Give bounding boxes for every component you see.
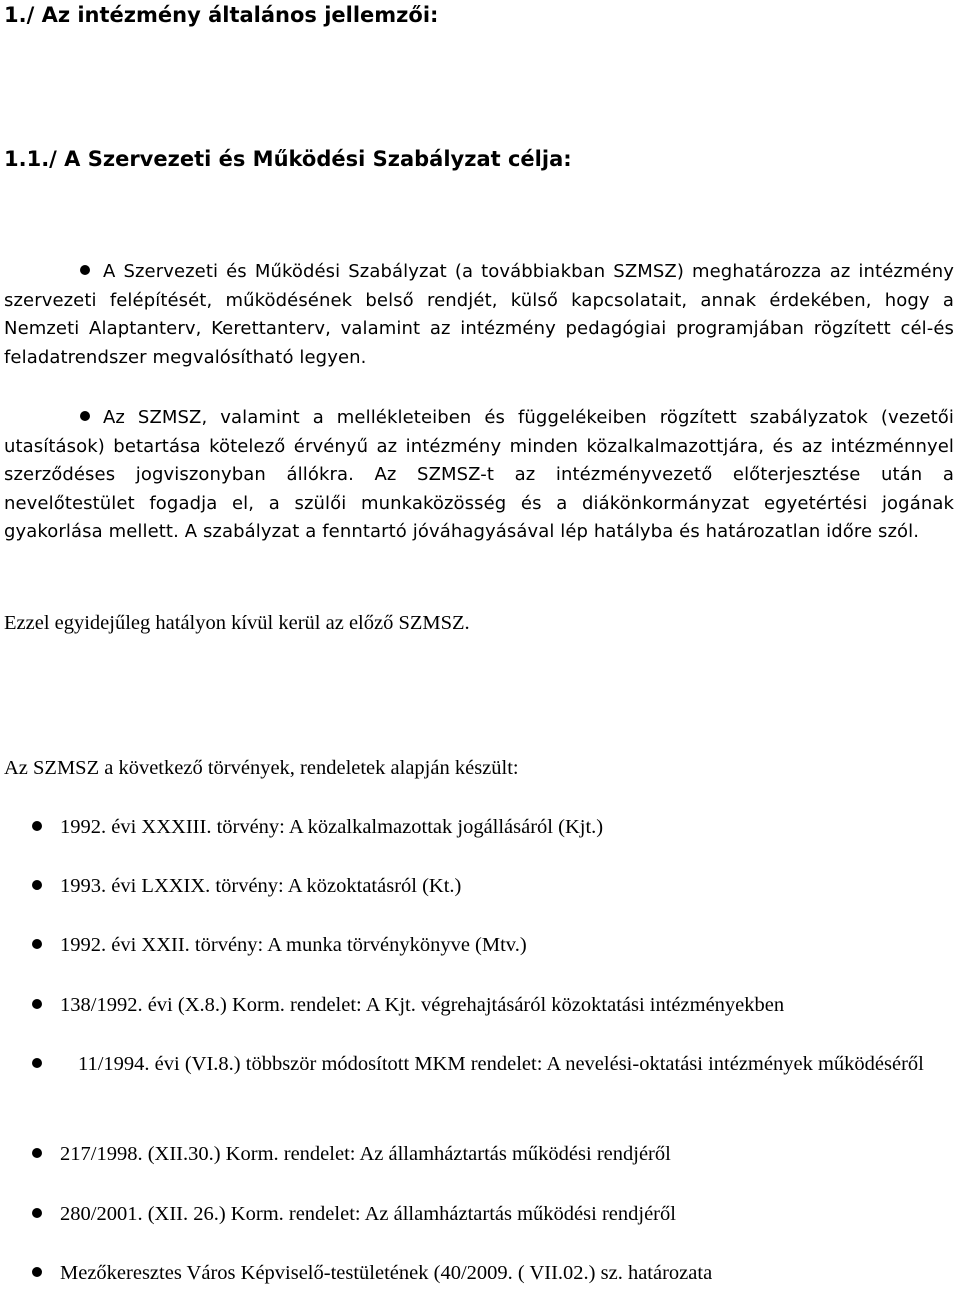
list-item: 1992. évi XXXIII. törvény: A közalkalmazottak jogállásáról (Kjt.)	[32, 813, 952, 841]
list-item: 138/1992. évi (X.8.) Korm. rendelet: A Kjt. végrehajtásáról közoktatási intézményekben	[32, 991, 952, 1019]
purpose-paragraph	[4, 258, 954, 372]
legal-basis-intro: Az SZMSZ a következő törvények, rendeletek alapján készült:	[4, 757, 519, 779]
compliance-paragraph	[4, 404, 954, 547]
section-heading: 1./ Az intézmény általános jellemzői:	[4, 3, 439, 27]
bullet-icon	[32, 1267, 42, 1277]
compliance-paragraph-text: Az SZMSZ, valamint a mellékleteiben és függelékeiben rögzített szabályzatok (vezetői utasítások) betartása kötelező érvényű az intézmény minden közalkalmazottjára, és az intézménnyel szerződéses jogviszonyban állókra. Az SZMSZ-t az intézményvezető előterjesztése után a nevelőtestület fogadja el, a szülői munkaközösség és a diákönkormányzat egyetértési jogának gyakorlása mellett. A szabályzat a fenntartó jóváhagyásával lép hatályba és határozatlan időre szól.	[4, 407, 954, 542]
bullet-icon	[80, 265, 90, 275]
list-item: Mezőkeresztes Város Képviselő-testületének (40/2009. ( VII.02.) sz. határozata	[32, 1259, 952, 1287]
purpose-paragraph-text: A Szervezeti és Működési Szabályzat (a továbbiakban SZMSZ) meghatározza az intézmény szervezeti felépítését, működésének belső rendjét, külső kapcsolatait, annak érdekében, hogy a Nemzeti Alaptanterv, Kerettanterv, valamint az intézmény pedagógiai programjában rögzített cél-és feladatrendszer megvalósítható legyen.	[4, 261, 954, 368]
bullet-icon	[32, 1058, 42, 1068]
bullet-icon	[32, 1208, 42, 1218]
bullet-icon	[32, 939, 42, 949]
bullet-icon	[32, 821, 42, 831]
list-item: 1992. évi XXII. törvény: A munka törvénykönyve (Mtv.)	[32, 931, 952, 959]
list-item: 1993. évi LXXIX. törvény: A közoktatásról (Kt.)	[32, 872, 952, 900]
bullet-icon	[80, 411, 90, 421]
bullet-icon	[32, 1148, 42, 1158]
repeal-paragraph: Ezzel egyidejűleg hatályon kívül kerül az előző SZMSZ.	[4, 612, 470, 634]
bullet-icon	[32, 999, 42, 1009]
list-item: 280/2001. (XII. 26.) Korm. rendelet: Az államháztartás működési rendjéről	[32, 1200, 952, 1228]
subsection-heading: 1.1./ A Szervezeti és Működési Szabályzat célja:	[4, 147, 572, 171]
bullet-icon	[32, 880, 42, 890]
list-item: 11/1994. évi (VI.8.) többször módosított MKM rendelet: A nevelési-oktatási intézmények működéséről	[4, 1050, 954, 1078]
list-item: 217/1998. (XII.30.) Korm. rendelet: Az államháztartás működési rendjéről	[32, 1140, 952, 1168]
